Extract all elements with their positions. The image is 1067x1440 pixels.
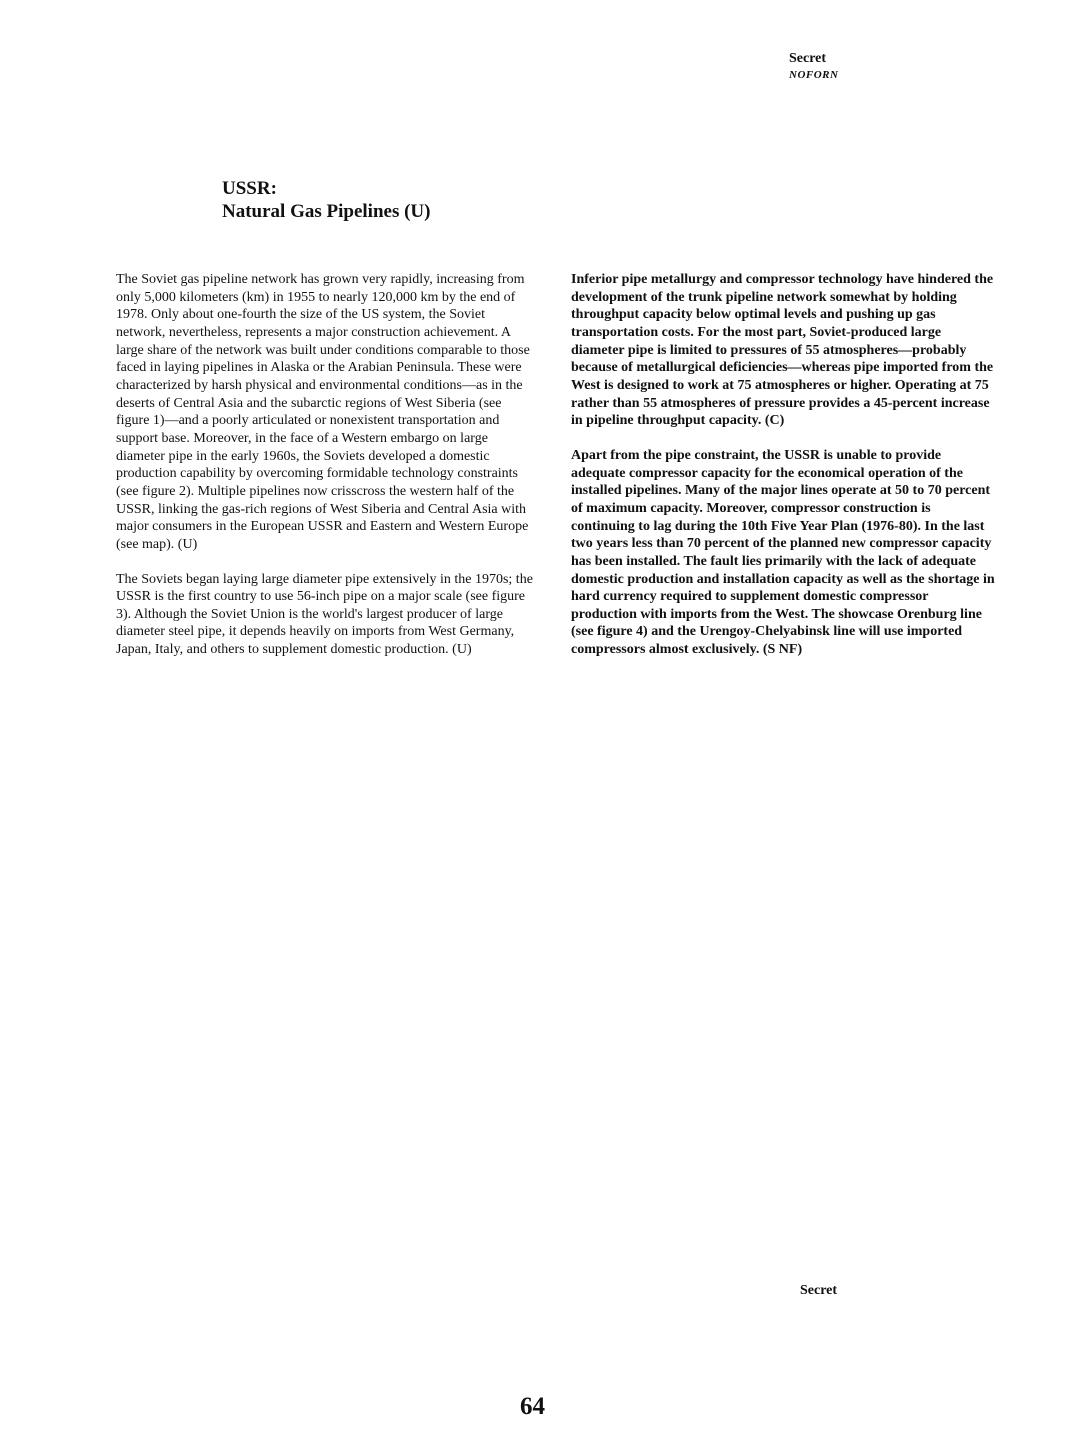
right-column: [571, 271, 995, 676]
paragraph-compressor-capacity: Apart from the pipe constraint, the USSR is unable to provide adequate compressor capacity for the economical operation of the installed pipelines. Many of the major lines operate at 50 to 70 percent of maximum capacity. Moreover, compressor construction is continuing to lag during the 10th Five Year Plan (1976-80). In the last two years less than 70 percent of the planned new compressor capacity has been installed. The fault lies primarily with the lack of adequate domestic production and installation capacity as well as the shortage in hard currency required to supplement domestic compressor production with imports from the West. The showcase Orenburg line (see figure 4) and the Urengoy-Chelyabinsk line will use imported compressors almost exclusively. (S NF): [571, 447, 995, 658]
classification-header: [789, 50, 909, 84]
title-line-1: USSR:: [222, 178, 277, 199]
paragraph-pipe-metallurgy: Inferior pipe metallurgy and compressor technology have hindered the development of the trunk pipeline network somewhat by holding throughput capacity below optimal levels and pushing up gas transportation costs. For the most part, Soviet-produced large diameter pipe is limited to pressures of 55 atmospheres—probably because of metallurgical deficiencies—whereas pipe imported from the West is designed to work at 75 atmospheres or higher. Operating at 75 rather than 55 atmospheres of pressure provides a 45-percent increase in pipeline throughput capacity. (C): [571, 272, 994, 429]
dissemination-caveat: NOFORN: [789, 69, 839, 81]
paragraph-large-diameter-pipe: The Soviets began laying large diameter pipe extensively in the 1970s; the USSR is the first country to use 56-inch pipe on a major scale (see figure 3). Although the Soviet Union is the world's largest producer of large diameter steel pipe, it depends heavily on imports from West Germany, Japan, Italy, and others to supplement domestic production. (U): [116, 571, 533, 658]
classification-footer: Secret: [800, 1283, 838, 1298]
left-column: [116, 271, 536, 676]
document-title: [222, 177, 430, 223]
title-line-2: Natural Gas Pipelines (U): [222, 201, 431, 222]
classification-marking: Secret: [789, 51, 827, 66]
paragraph-network-growth: The Soviet gas pipeline network has grown very rapidly, increasing from only 5,000 kilometers (km) in 1955 to nearly 120,000 km by the end of 1978. Only about one-fourth the size of the US system, the Soviet network, nevertheless, represents a major construction achievement. A large share of the network was built under conditions comparable to those faced in laying pipelines in Alaska or the Arabian Peninsula. These were characterized by harsh physical and environmental conditions—as in the deserts of Central Asia and the subarctic regions of West Siberia (see figure 1)—and a poorly articulated or nonexistent transportation and support base. Moreover, in the face of a Western embargo on large diameter pipe in the early 1960s, the Soviets developed a domestic production capability by overcoming formidable technology constraints (see figure 2). Multiple pipelines now crisscross the western half of the USSR, linking the gas-rich regions of West Siberia and Central Asia with major consumers in the European USSR and Eastern and Western Europe (see map). (U): [116, 272, 530, 552]
page-number: 64: [520, 1393, 545, 1420]
